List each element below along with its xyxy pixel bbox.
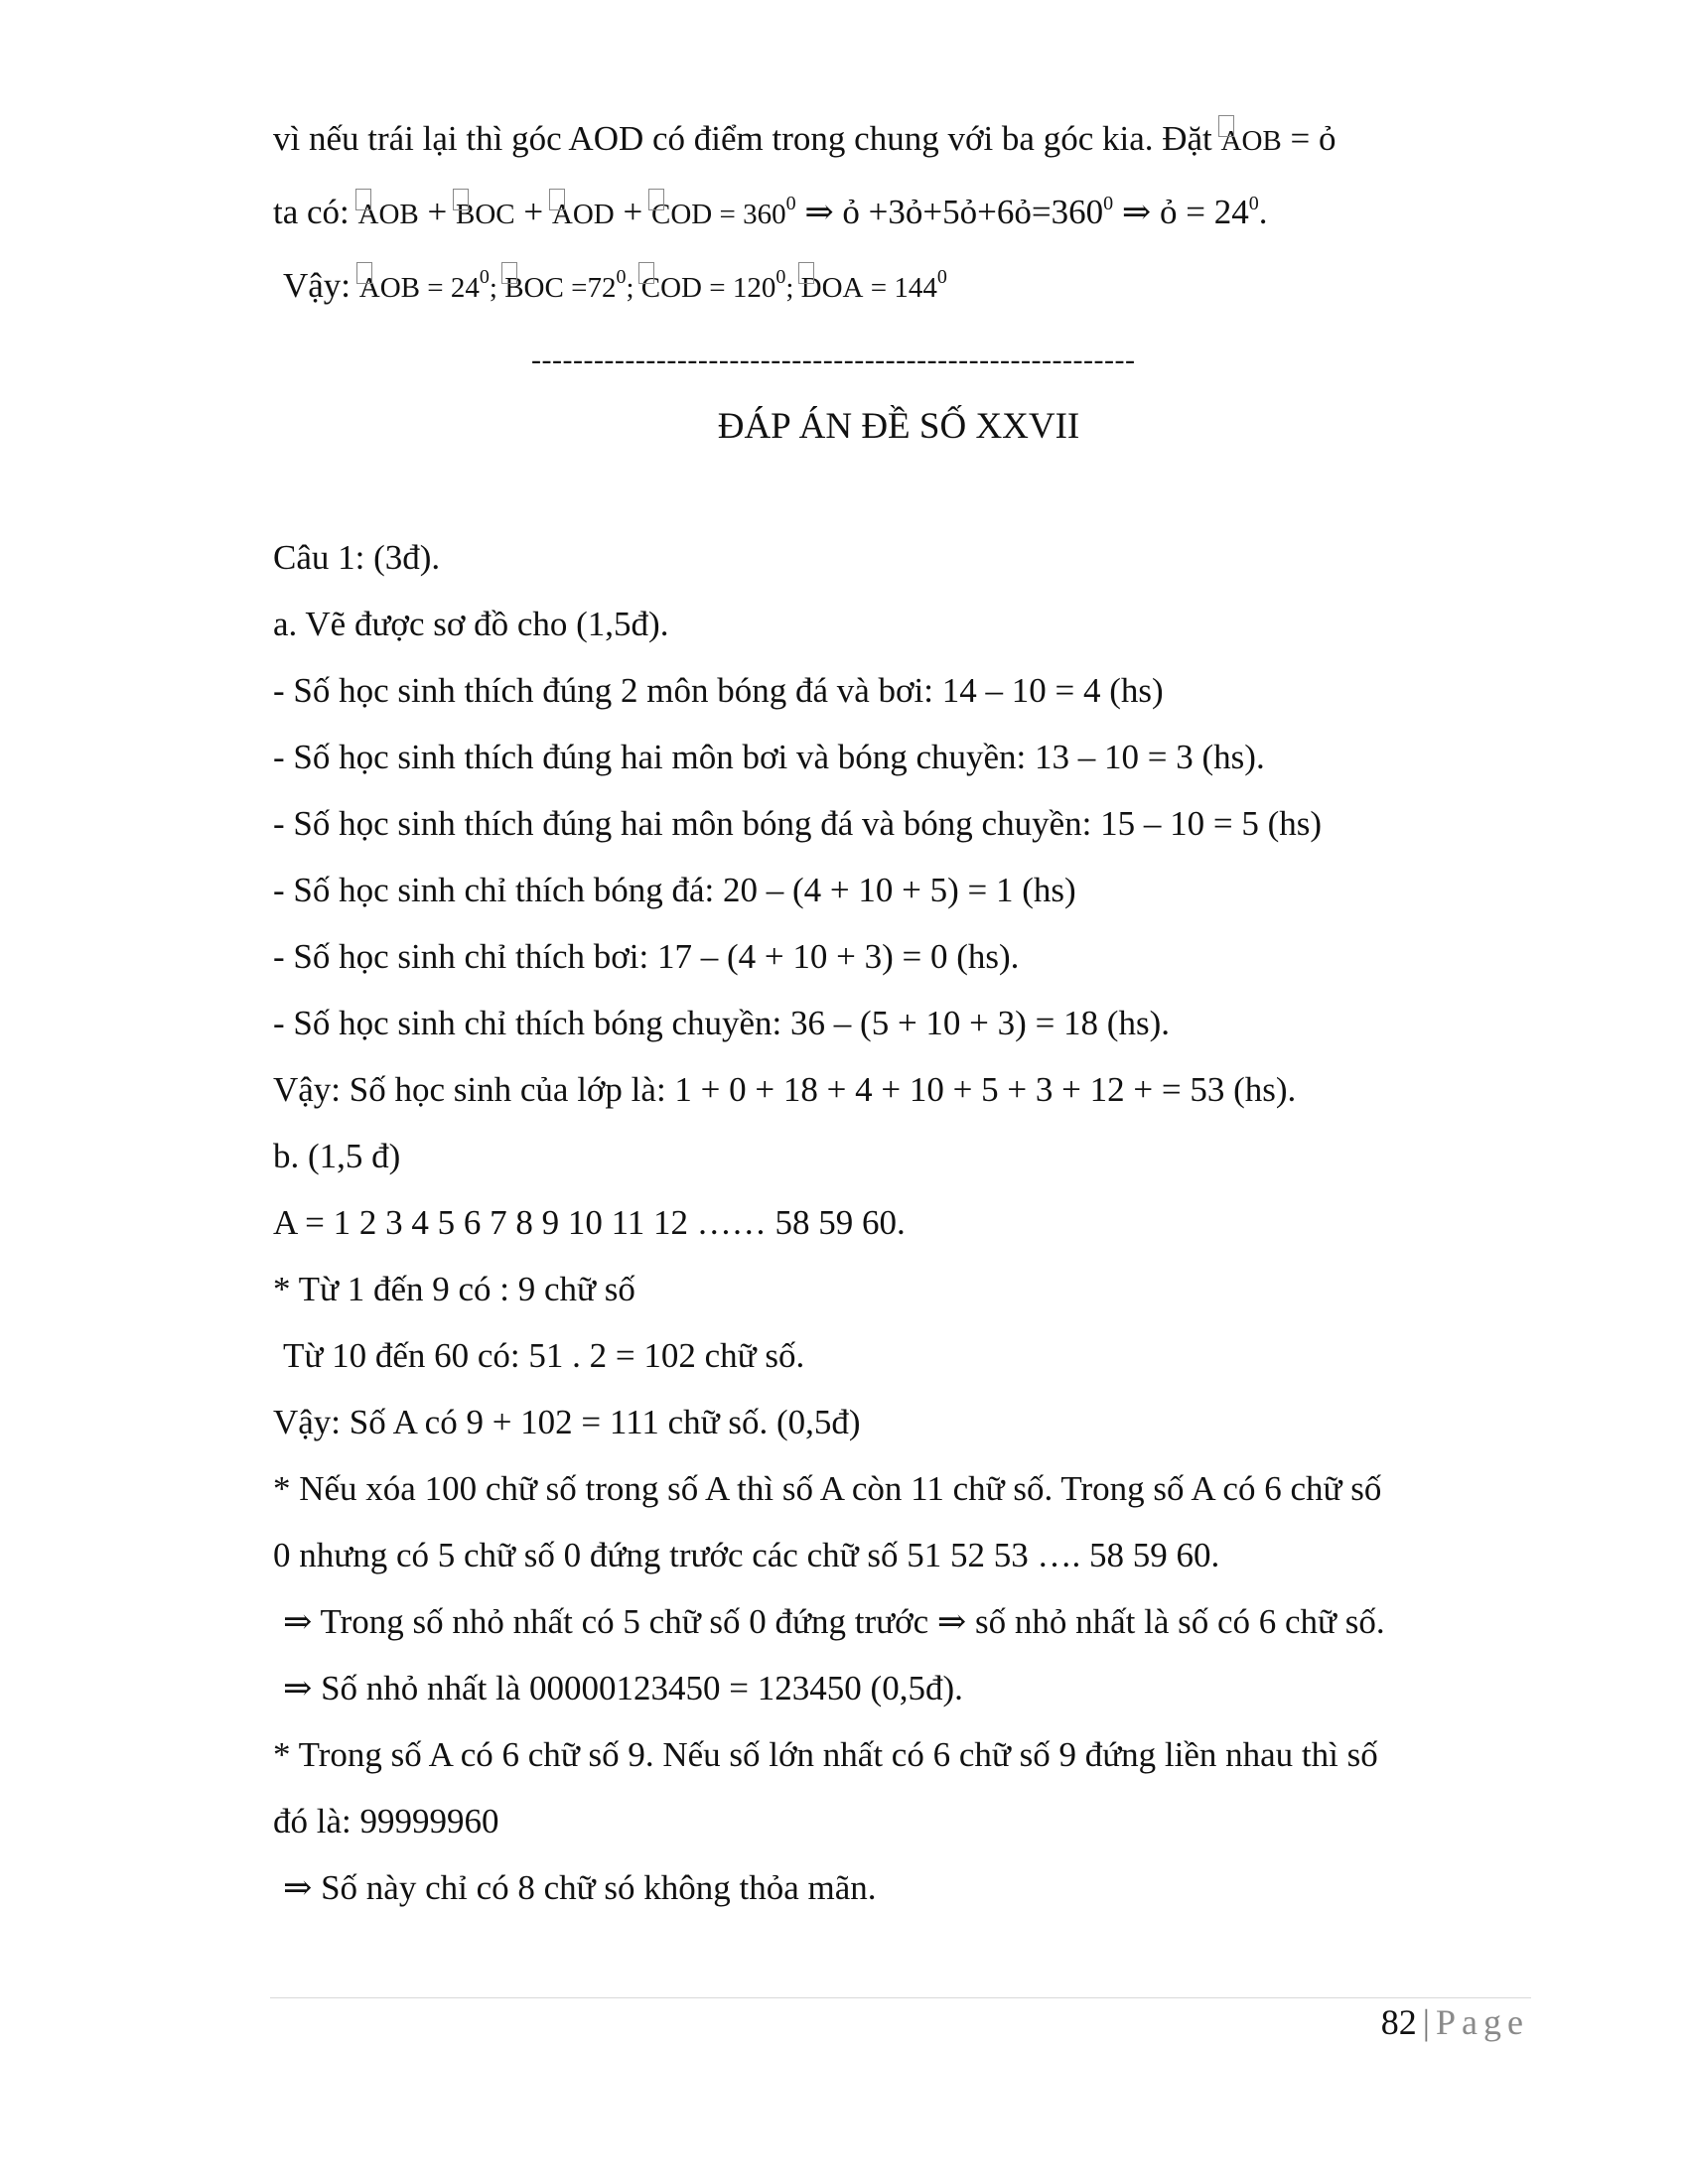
angle-boc [456,191,515,236]
angle-hat-icon [453,189,469,210]
angle-label: AOB [358,272,421,304]
text-line: - Số học sinh chỉ thích bóng chuyền: 36 – (5 + 10 + 3) = 18 (hs). [273,1004,1170,1042]
angle-label: COD [640,272,702,304]
text-line: - Số học sinh thích đúng hai môn bơi và bóng chuyền: 13 – 10 = 3 (hs). [273,738,1265,776]
angle-label: AOB [357,199,419,230]
text-line: đó là: 99999960 [273,1802,499,1841]
text-line: * Từ 1 đến 9 có : 9 chữ số [273,1270,635,1308]
angle-label: BOC [504,272,564,304]
text-line: Vậy: Số A có 9 + 102 = 111 chữ số. (0,5đ) [273,1403,861,1441]
angle-aob [359,264,420,310]
degree-sup: 0 [1103,193,1114,214]
text-line: - Số học sinh thích đúng hai môn bóng đá và bóng chuyền: 15 – 10 = 5 (hs) [273,804,1322,843]
text-segment: Vậy: [283,266,359,305]
text-line: b. (1,5 đ) [273,1137,401,1175]
text-segment: ta có: [273,193,358,231]
text-line-top-3: Vậy: AOB = $24^0$; BOC $=72^0$; COD = $120^0$; DOA = $144^0$ [283,264,947,310]
text-segment: =72 [563,272,617,304]
text-line: a. Vẽ được sơ đồ cho (1,5đ). [273,605,669,643]
text-segment: ⇒ ỏ +3ỏ+5ỏ+6ỏ=360 [795,193,1104,231]
text-line: ⇒ Trong số nhỏ nhất có 5 chữ số 0 đứng trước ⇒ số nhỏ nhất là số có 6 chữ số. [283,1602,1385,1641]
angle-hat-icon [501,262,517,284]
degree-sup: 0 [1248,193,1259,214]
text-line: Vậy: Số học sinh của lớp là: 1 + 0 + 18 + 4 + 10 + 5 + 3 + 12 + = 53 (hs). [273,1070,1297,1109]
text-line: - Số học sinh chỉ thích bóng đá: 20 – (4 + 10 + 5) = 1 (hs) [273,871,1076,909]
angle-hat-icon [549,189,565,210]
text-line-top-2: ta có: AOB + BOC + AOD + COD = $360^0$ ⇒ ỏ $+3ỏ+5ỏ+6ỏ=360^0$ ⇒ ỏ = $24^0$. [273,191,1267,236]
angle-aob [1221,117,1282,163]
angle-cod [651,191,712,236]
angle-label: BOC [456,199,515,230]
section-heading: ĐÁP ÁN ĐỀ SỐ XXVII [717,406,1080,447]
angle-hat-icon [355,189,371,210]
angle-aod [552,191,615,236]
angle-doa [801,264,864,310]
text-line: 0 nhưng có 5 chữ số 0 đứng trước các chữ số 51 52 53 …. 58 59 60. [273,1536,1220,1574]
angle-boc [504,264,564,310]
degree-sup: 0 [936,266,947,288]
text-line: Câu 1: (3đ). [273,538,441,577]
angle-hat-icon [356,262,372,284]
angle-hat-icon [648,189,664,210]
angle-hat-icon [638,262,654,284]
text-line: * Trong số A có 6 chữ số 9. Nếu số lớn nhất có 6 chữ số 9 đứng liền nhau thì số [273,1735,1378,1774]
angle-label: COD [651,199,713,230]
angle-hat-icon [798,262,814,284]
footer-page-word: Page [1436,2002,1529,2042]
angle-cod [641,264,702,310]
text-segment: = 144 [863,272,937,304]
page-footer [1381,2000,1529,2044]
text-segment: = 120 [702,272,776,304]
degree-sup: 0 [479,266,490,288]
angle-label: AOD [551,199,615,230]
text-line: * Nếu xóa 100 chữ số trong số A thì số A còn 11 chữ số. Trong số A có 6 chữ số [273,1469,1382,1508]
footer-bar: | [1422,2002,1431,2042]
angle-label: DOA [800,272,864,304]
degree-sup: 0 [616,266,627,288]
footer-divider [270,1997,1531,1998]
text-line-top-1 [273,117,1336,163]
text-segment: ⇒ ỏ = 24 [1113,193,1249,231]
text-segment: = 24 [420,272,480,304]
text-line: ⇒ Số nhỏ nhất là 00000123450 = 123450 (0,5đ). [283,1669,963,1707]
angle-aob [358,191,419,236]
text-line: - Số học sinh chỉ thích bơi: 17 – (4 + 10 + 3) = 0 (hs). [273,937,1020,976]
text-line: Từ 10 đến 60 có: 51 . 2 = 102 chữ số. [283,1336,805,1375]
text-segment: = ỏ [1281,119,1336,158]
page-number: 82 [1380,2002,1417,2042]
text-segment: = 360 [712,199,786,230]
angle-hat-icon [1218,115,1234,137]
degree-sup: 0 [775,266,786,288]
angle-label: AOB [1220,125,1282,157]
text-line: ⇒ Số này chỉ có 8 chữ só không thỏa mãn. [283,1868,877,1907]
text-line: - Số học sinh thích đúng 2 môn bóng đá và bơi: 14 – 10 = 4 (hs) [273,671,1164,710]
text-line: A = 1 2 3 4 5 6 7 8 9 10 11 12 …… 58 59 60. [273,1203,906,1242]
degree-sup: 0 [785,193,796,214]
section-separator: ---------------------------------------------------------- [531,343,1136,376]
text-segment: vì nếu trái lại thì góc AOD có điểm trong chung với ba góc kia. Đặt [273,119,1221,158]
